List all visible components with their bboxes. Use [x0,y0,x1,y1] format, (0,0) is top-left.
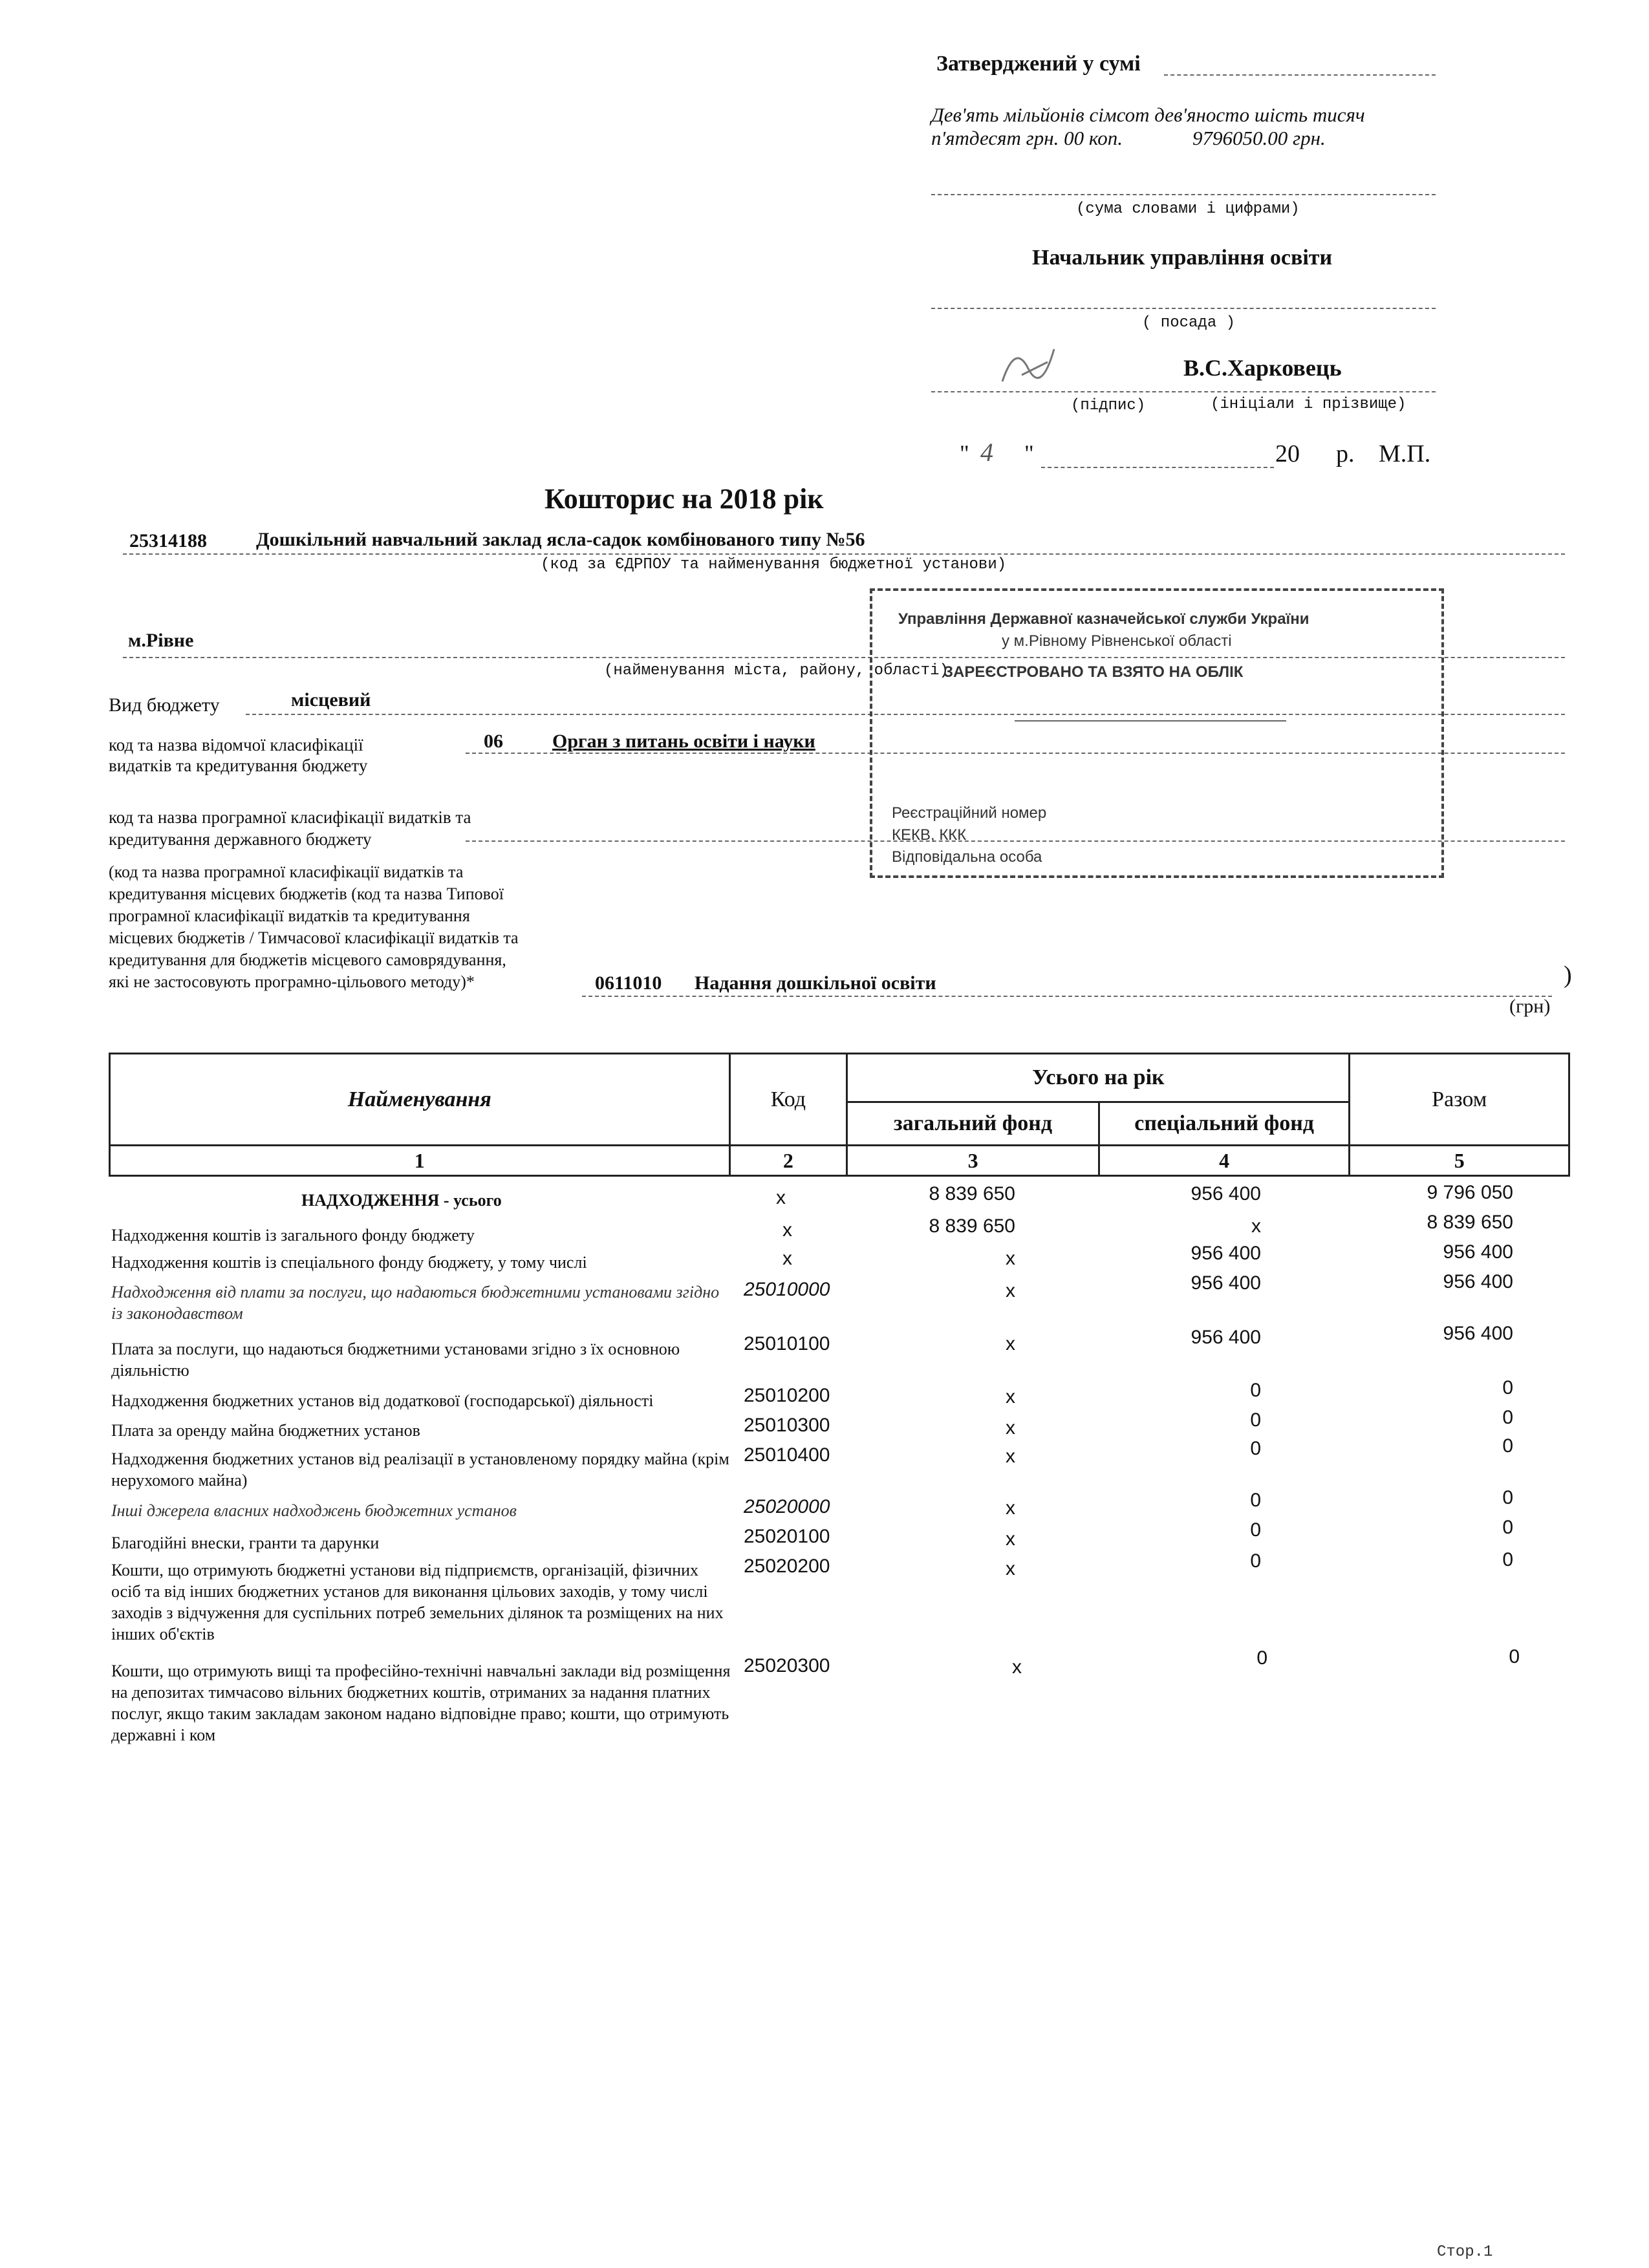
col-header-name: Найменування [110,1054,730,1146]
row-code: x [782,1219,792,1241]
row-special-fund: 0 [1250,1438,1261,1459]
row-special-fund: 956 400 [1191,1327,1261,1348]
city-value: м.Рівне [128,630,194,651]
row-general-fund: x [1006,1333,1015,1354]
institution-caption: (код за ЄДРПОУ та найменування бюджетної установи) [541,556,1007,573]
row-total: 9 796 050 [1427,1182,1513,1203]
row-special-fund: 0 [1250,1550,1261,1572]
row-general-fund: x [1006,1528,1015,1550]
row-name: НАДХОДЖЕННЯ - усього [301,1191,502,1210]
local-program-label-1: (код та назва програмної класифікації видатків та [109,862,464,881]
sum-in-digits: 9796050.00 грн. [1192,127,1326,149]
row-total: 0 [1502,1407,1513,1428]
row-code: 25010200 [744,1385,830,1406]
row-name: Надходження коштів із спеціального фонду бюджету, у тому числі [111,1253,587,1272]
row-general-fund: x [1006,1446,1015,1467]
stamp-line-3: ЗАРЕЄСТРОВАНО ТА ВЗЯТО НА ОБЛІК [943,663,1244,681]
row-name: Надходження бюджетних установ від додаткової (господарської) діяльності [111,1391,654,1410]
row-special-fund: 0 [1250,1380,1261,1401]
row-general-fund: 8 839 650 [929,1183,1015,1204]
dept-class-code: 06 [484,731,503,752]
stamp-line-5: КЕКВ, ККК [892,826,967,844]
budget-type-label: Вид бюджету [109,694,220,716]
col-number: 1 [110,1146,730,1176]
row-total: 0 [1502,1435,1513,1457]
state-program-label-1: код та назва програмної класифікації видатків та [109,808,471,827]
divider [931,308,1436,309]
seal-label: М.П. [1379,440,1431,467]
local-program-label [109,861,519,993]
col-number: 4 [1099,1146,1350,1176]
row-general-fund: x [1006,1417,1015,1439]
row-total: 0 [1502,1487,1513,1508]
city-caption: (найменування міста, району, області) [604,662,949,679]
stamp-line-4: Реєстраційний номер [892,804,1047,822]
row-special-fund: 0 [1250,1519,1261,1541]
row-name: Надходження бюджетних установ від реалізації в установленому порядку майна (крім нерухомого майна) [111,1450,729,1490]
divider [931,194,1436,195]
row-general-fund: 8 839 650 [929,1215,1015,1237]
row-code: 25010400 [744,1444,830,1466]
row-general-fund: x [1006,1558,1015,1579]
row-total: 956 400 [1443,1241,1513,1263]
row-name: Інші джерела власних надходжень бюджетних установ [111,1501,517,1520]
institution-name: Дошкільний навчальний заклад ясла-садок комбінованого типу №56 [256,529,865,550]
row-total: 0 [1502,1517,1513,1538]
row-general-fund: x [1006,1497,1015,1519]
row-code: 25010100 [744,1333,830,1354]
date-year-suffix: р. [1336,440,1355,467]
row-special-fund: x [1251,1215,1261,1237]
stamp-line-6: Відповідальна особа [892,848,1042,866]
row-name: Плата за оренду майна бюджетних установ [111,1421,420,1440]
row-total: 956 400 [1443,1323,1513,1344]
local-program-label-5: кредитування для бюджетів місцевого самоврядування, [109,950,506,969]
date-quote-open: " [960,440,969,466]
stamp-date-line [1015,720,1286,722]
treasury-registration-stamp [870,588,1444,878]
divider [582,996,1552,997]
col-number: 2 [729,1146,847,1176]
divider [931,391,1436,392]
row-total: 0 [1502,1549,1513,1570]
currency-unit: (грн) [1509,996,1551,1017]
local-program-close-paren: ) [1564,961,1572,989]
local-program-code: 0611010 [595,972,662,994]
row-special-fund: 956 400 [1191,1183,1261,1204]
estimate-table [109,1053,1570,1177]
signature-mark [996,330,1073,394]
row-special-fund: 956 400 [1191,1243,1261,1264]
stamp-line-1: Управління Державної казначейської служби України [898,610,1310,628]
row-code: 25010300 [744,1415,830,1436]
divider [1164,74,1436,76]
state-program-label-2: кредитування державного бюджету [109,829,372,849]
date-day: 4 [980,438,993,467]
page-number: Стор.1 [1437,2243,1493,2261]
col-header-year-total: Усього на рік [847,1054,1350,1102]
row-name: Кошти, що отримують бюджетні установи від підприємств, організацій, фізичних осіб та від інших бюджетних установ для виконання цільових заходів, у тому числі заходів з відчуження для суспільних потреб земельних ділянок та розміщених на них інших об'єктів [111,1561,724,1643]
col-number: 5 [1350,1146,1569,1176]
row-total: 0 [1509,1646,1520,1667]
row-name: Надходження коштів із загального фонду бюджету [111,1226,475,1245]
row-special-fund: 0 [1250,1409,1261,1431]
budget-type-value: місцевий [291,689,371,711]
position-caption: ( посада ) [1142,314,1236,332]
row-code: 25020000 [744,1496,830,1517]
row-name: Надходження від плати за послуги, що надаються бюджетними установами згідно із законодавством [111,1283,720,1323]
signature-caption: (підпис) [1071,397,1146,414]
row-code: 25020300 [744,1655,830,1676]
row-total: 8 839 650 [1427,1212,1513,1233]
local-program-label-3: програмної класифікації видатків та кредитування [109,906,470,925]
position-value: Начальник управління освіти [1032,246,1333,270]
approved-in-sum-label: Затверджений у сумі [936,52,1141,76]
row-name: Кошти, що отримують вищі та професійно-технічні навчальні заклади від розміщення на депозитах тимчасово вільних бюджетних коштів, отриманих за надання платних послуг, якщо таким закладам законом надано відповідне право; кошти, що отримують державні і ком [111,1662,731,1744]
dept-class-label-1: код та назва відомчої класифікації [109,735,363,754]
stamp-line-2: у м.Рівному Рівненської області [1002,632,1232,650]
row-special-fund: 0 [1256,1647,1267,1669]
row-general-fund: x [1006,1386,1015,1407]
local-program-name: Надання дошкільної освіти [695,972,936,994]
row-code: x [776,1187,786,1208]
row-total: 956 400 [1443,1271,1513,1292]
edrpou-code: 25314188 [129,530,207,551]
row-general-fund: x [1006,1280,1015,1301]
row-name: Плата за послуги, що надаються бюджетними установами згідно з їх основною діяльністю [111,1340,680,1380]
row-code: x [782,1248,792,1269]
date-year-prefix: 20 [1275,440,1300,467]
sum-in-words-line1: Дев'ять мільйонів сімсот дев'яносто шість тисяч [931,103,1365,126]
row-name: Благодійні внески, гранти та дарунки [111,1534,380,1552]
row-special-fund: 0 [1250,1490,1261,1511]
row-general-fund: x [1006,1248,1015,1269]
row-code: 25010000 [744,1279,830,1300]
divider [123,553,1565,555]
date-quote-close: " [1024,440,1034,466]
initials-caption: (ініціали і прізвище) [1211,396,1406,413]
col-header-general-fund: загальний фонд [847,1102,1099,1146]
row-code: 25020100 [744,1526,830,1547]
approver-name: В.С.Харковець [1183,355,1342,381]
dept-class-label-2: видатків та кредитування бюджету [109,756,368,775]
col-number: 3 [847,1146,1099,1176]
dept-class-name: Орган з питань освіти і науки [552,731,815,752]
col-header-total: Разом [1350,1054,1569,1146]
row-special-fund: 956 400 [1191,1272,1261,1294]
local-program-label-6: які не застосовують програмно-цільового методу)* [109,972,475,991]
col-header-code: Код [729,1054,847,1146]
local-program-label-4: місцевих бюджетів / Тимчасової класифікації видатків та [109,928,519,947]
page-title: Кошторис на 2018 рік [544,483,824,515]
row-total: 0 [1502,1377,1513,1398]
sum-caption: (сума словами і цифрами) [1076,200,1300,218]
row-code: 25020200 [744,1556,830,1577]
date-month-line [1041,467,1274,468]
col-header-special-fund: спеціальний фонд [1099,1102,1350,1146]
local-program-label-2: кредитування місцевих бюджетів (код та назва Типової [109,884,504,903]
row-general-fund: x [1012,1656,1022,1678]
sum-in-words-line2: п'ятдесят грн. 00 коп. [931,127,1123,149]
